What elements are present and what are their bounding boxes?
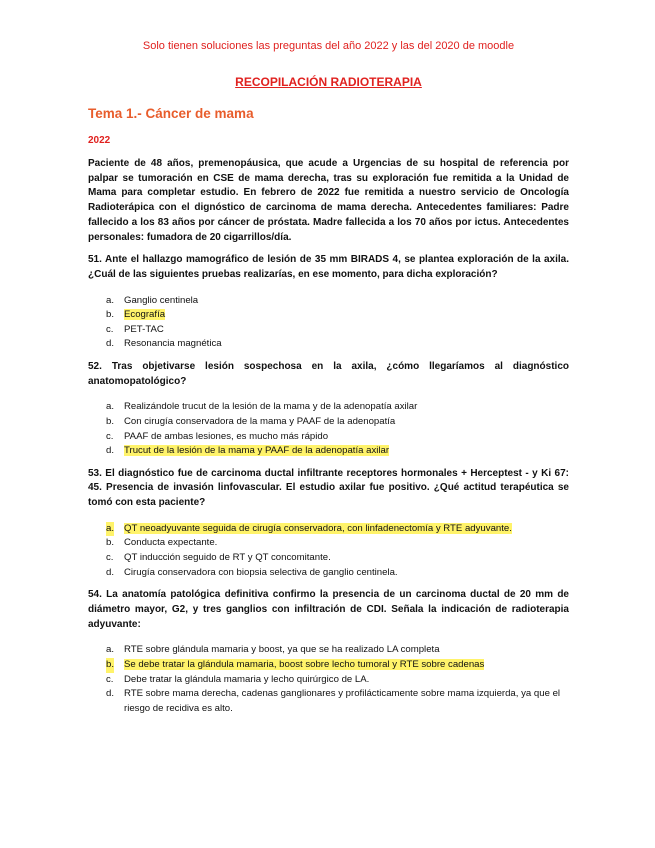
option-letter: d. bbox=[106, 445, 115, 457]
option-letter: c. bbox=[106, 552, 114, 564]
document-title: RECOPILACIÓN RADIOTERAPIA bbox=[235, 75, 422, 89]
question-54: 54. La anatomía patológica definitiva confirmo la presencia de un carcinoma ductal de 20 mm de diámetro mayor, G2, y tres ganglios con infiltración de CDI. Señala la indicación de radioterapia adyuvante: bbox=[88, 589, 569, 630]
option-item-correct bbox=[88, 444, 569, 459]
option-text: QT inducción seguido de RT y QT concomitante. bbox=[124, 552, 331, 564]
option-letter: d. bbox=[106, 338, 115, 350]
topic-heading: Tema 1.- Cáncer de mama bbox=[88, 106, 254, 121]
question-51-options bbox=[88, 294, 569, 352]
solutions-notice: Solo tienen soluciones las preguntas del año 2022 y las del 2020 de moodle bbox=[142, 40, 515, 52]
option-letter: b. bbox=[106, 309, 115, 321]
option-text: Realizándole trucut de la lesión de la mama y de la adenopatía axilar bbox=[124, 401, 418, 413]
question-52-options bbox=[88, 400, 569, 458]
option-letter: a. bbox=[106, 522, 114, 537]
option-item bbox=[88, 687, 569, 716]
option-item bbox=[88, 400, 569, 415]
option-letter: b. bbox=[106, 537, 115, 549]
option-item bbox=[88, 551, 569, 566]
option-text: Con cirugía conservadora de la mama y PAAF de la adenopatía bbox=[124, 416, 396, 427]
option-item bbox=[88, 566, 569, 581]
option-text: Cirugía conservadora con biopsia selectiva de ganglio centinela. bbox=[124, 566, 398, 578]
question-53: 53. El diagnóstico fue de carcinoma ductal infiltrante receptores hormonales + Herceptest - y Ki 67: 45. Presencia de invasión linfovascular. El estudio axilar fue positivo. ¿Qué actitud terapéutica se tomó con esta paciente? bbox=[88, 467, 569, 509]
year-heading: 2022 bbox=[88, 135, 111, 146]
option-text-highlighted: Se debe tratar la glándula mamaria, boost sobre lecho tumoral y RTE sobre cadenas bbox=[124, 658, 485, 670]
option-letter: a. bbox=[106, 294, 115, 306]
option-letter: d. bbox=[106, 566, 115, 578]
option-text: Resonancia magnética bbox=[124, 338, 222, 350]
option-text-highlighted: QT neoadyuvante seguida de cirugía conservadora, con linfadenectomía y RTE adyuvante. bbox=[124, 522, 512, 534]
question-54-options bbox=[88, 643, 569, 716]
option-letter: c. bbox=[106, 430, 114, 442]
option-letter: a. bbox=[106, 401, 115, 413]
option-text: Conducta expectante. bbox=[124, 537, 218, 549]
option-text-highlighted: Trucut de la lesión de la mama y PAAF de la adenopatía axilar bbox=[124, 445, 390, 457]
case-description: Paciente de 48 años, premenopáusica, que acude a Urgencias de su hospital de referencia por palpar se tumoración en CSE de mama derecha, tras su exploración fue remitida a la Unidad de Mama para completar estudio. En febrero de 2022 fue remitida a nuestro servicio de Oncología Radioterápica con el dignóstico de carcinoma de mama derecha. Antecedentes familiares: Padre fallecido a los 83 años por cáncer de próstata. Madre fallecida a los 70 años por ictus. Antecedentes personales: fumadora de 20 cigarrillos/día. bbox=[88, 158, 569, 243]
option-text-highlighted: Ecografía bbox=[124, 309, 166, 321]
option-item bbox=[88, 323, 569, 338]
option-item bbox=[88, 337, 569, 352]
option-item bbox=[88, 673, 569, 688]
option-letter: a. bbox=[106, 644, 115, 656]
option-item bbox=[88, 294, 569, 309]
option-text: Ganglio centinela bbox=[124, 294, 199, 306]
option-text: PAAF de ambas lesiones, es mucho más rápido bbox=[124, 430, 329, 442]
option-text: PET-TAC bbox=[124, 323, 164, 335]
option-text: RTE sobre glándula mamaria y boost, ya que se ha realizado LA completa bbox=[124, 644, 440, 656]
option-letter: c. bbox=[106, 673, 114, 685]
option-item-correct bbox=[88, 522, 569, 537]
option-item bbox=[88, 415, 569, 430]
option-item bbox=[88, 430, 569, 445]
question-52: 52. Tras objetivarse lesión sospechosa en la axila, ¿cómo llegaríamos al diagnóstico anatomopatológico? bbox=[88, 361, 569, 387]
option-letter: d. bbox=[106, 688, 115, 700]
question-51: 51. Ante el hallazgo mamográfico de lesión de 35 mm BIRADS 4, se plantea exploración de la axila. ¿Cuál de las siguientes pruebas realizarías, en ese momento, para dicha exploración? bbox=[88, 254, 569, 280]
option-item-correct bbox=[88, 308, 569, 323]
option-text: RTE sobre mama derecha, cadenas ganglionares y profilácticamente sobre mama izquierda, ya que el riesgo de recidiva es alto. bbox=[124, 688, 561, 714]
option-item-correct bbox=[88, 658, 569, 673]
option-letter: c. bbox=[106, 323, 114, 335]
option-item bbox=[88, 536, 569, 551]
option-letter: b. bbox=[106, 416, 115, 427]
option-letter: b. bbox=[106, 658, 114, 673]
question-53-options bbox=[88, 522, 569, 580]
option-item bbox=[88, 643, 569, 658]
option-text: Debe tratar la glándula mamaria y lecho quirúrgico de LA. bbox=[124, 673, 370, 685]
